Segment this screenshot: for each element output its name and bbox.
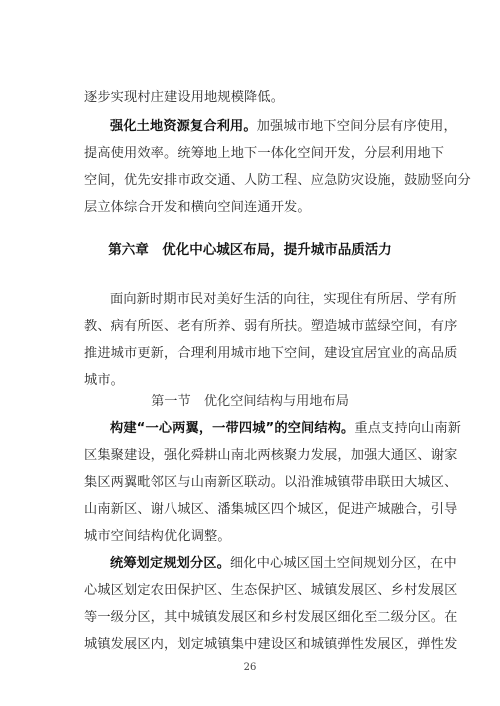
structure-title: 构建“一心两翼，一带四城”的空间结构。 (110, 421, 355, 436)
structure-line-1 (110, 419, 462, 439)
intro-line-1: 面向新时期市民对美好生活的向往，实现住有所居、学有所 (110, 292, 457, 307)
zoning-line-1 (110, 554, 457, 574)
zoning-line-1-text: 细化中心城区国土空间规划分区，在中 (230, 556, 457, 571)
land-use-line-3: 空间，优先安排市政交通、人防工程、应急防灾设施，鼓励竖向分 (84, 173, 471, 188)
structure-line-3: 集区两翼毗邻区与山南新区联动。以沿淮城镇带串联田大城区、 (84, 475, 458, 490)
land-use-line-4: 层立体综合开发和横向空间连通开发。 (84, 200, 311, 215)
land-use-title: 强化土地资源复合利用。 (110, 119, 257, 134)
intro-line-4: 城市。 (84, 373, 125, 388)
zoning-line-4: 城镇发展区内，划定城镇集中建设区和城镇弹性发展区，弹性发 (84, 637, 458, 652)
paragraph-tail: 逐步实现村庄建设用地规模降低。 (84, 90, 285, 105)
structure-line-5: 城市空间结构优化调整。 (84, 529, 231, 544)
zoning-line-3: 等一级分区，其中城镇发展区和乡村发展区细化至二级分区。在 (84, 610, 458, 625)
land-use-line-1 (110, 117, 457, 137)
intro-line-2: 教、病有所医、老有所养、弱有所扶。塑造城市蓝绿空间，有序 (84, 319, 458, 334)
section-heading: 第一节 优化空间结构与用地布局 (151, 394, 349, 409)
chapter-heading: 第六章 优化中心城区布局，提升城市品质活力 (108, 242, 392, 258)
structure-line-1-text: 重点支持向山南新 (354, 421, 462, 436)
land-use-line-2: 提高使用效率。统筹地上地下一体化空间开发，分层利用地下 (84, 146, 445, 161)
zoning-title: 统筹划定规划分区。 (110, 556, 231, 571)
intro-line-3: 推进城市更新，合理利用城市地下空间，建设宜居宜业的高品质 (84, 346, 458, 361)
zoning-line-2: 心城区划定农田保护区、生态保护区、城镇发展区、乡村发展区 (84, 583, 458, 598)
page-number: 26 (243, 662, 257, 673)
structure-line-4: 山南新区、谢八城区、潘集城区四个城区，促进产城融合，引导 (84, 502, 458, 517)
structure-line-2: 区集聚建设，强化舜耕山南北两核聚力发展，加强大通区、谢家 (84, 448, 458, 463)
land-use-line-1-text: 加强城市地下空间分层有序使用， (256, 119, 457, 134)
